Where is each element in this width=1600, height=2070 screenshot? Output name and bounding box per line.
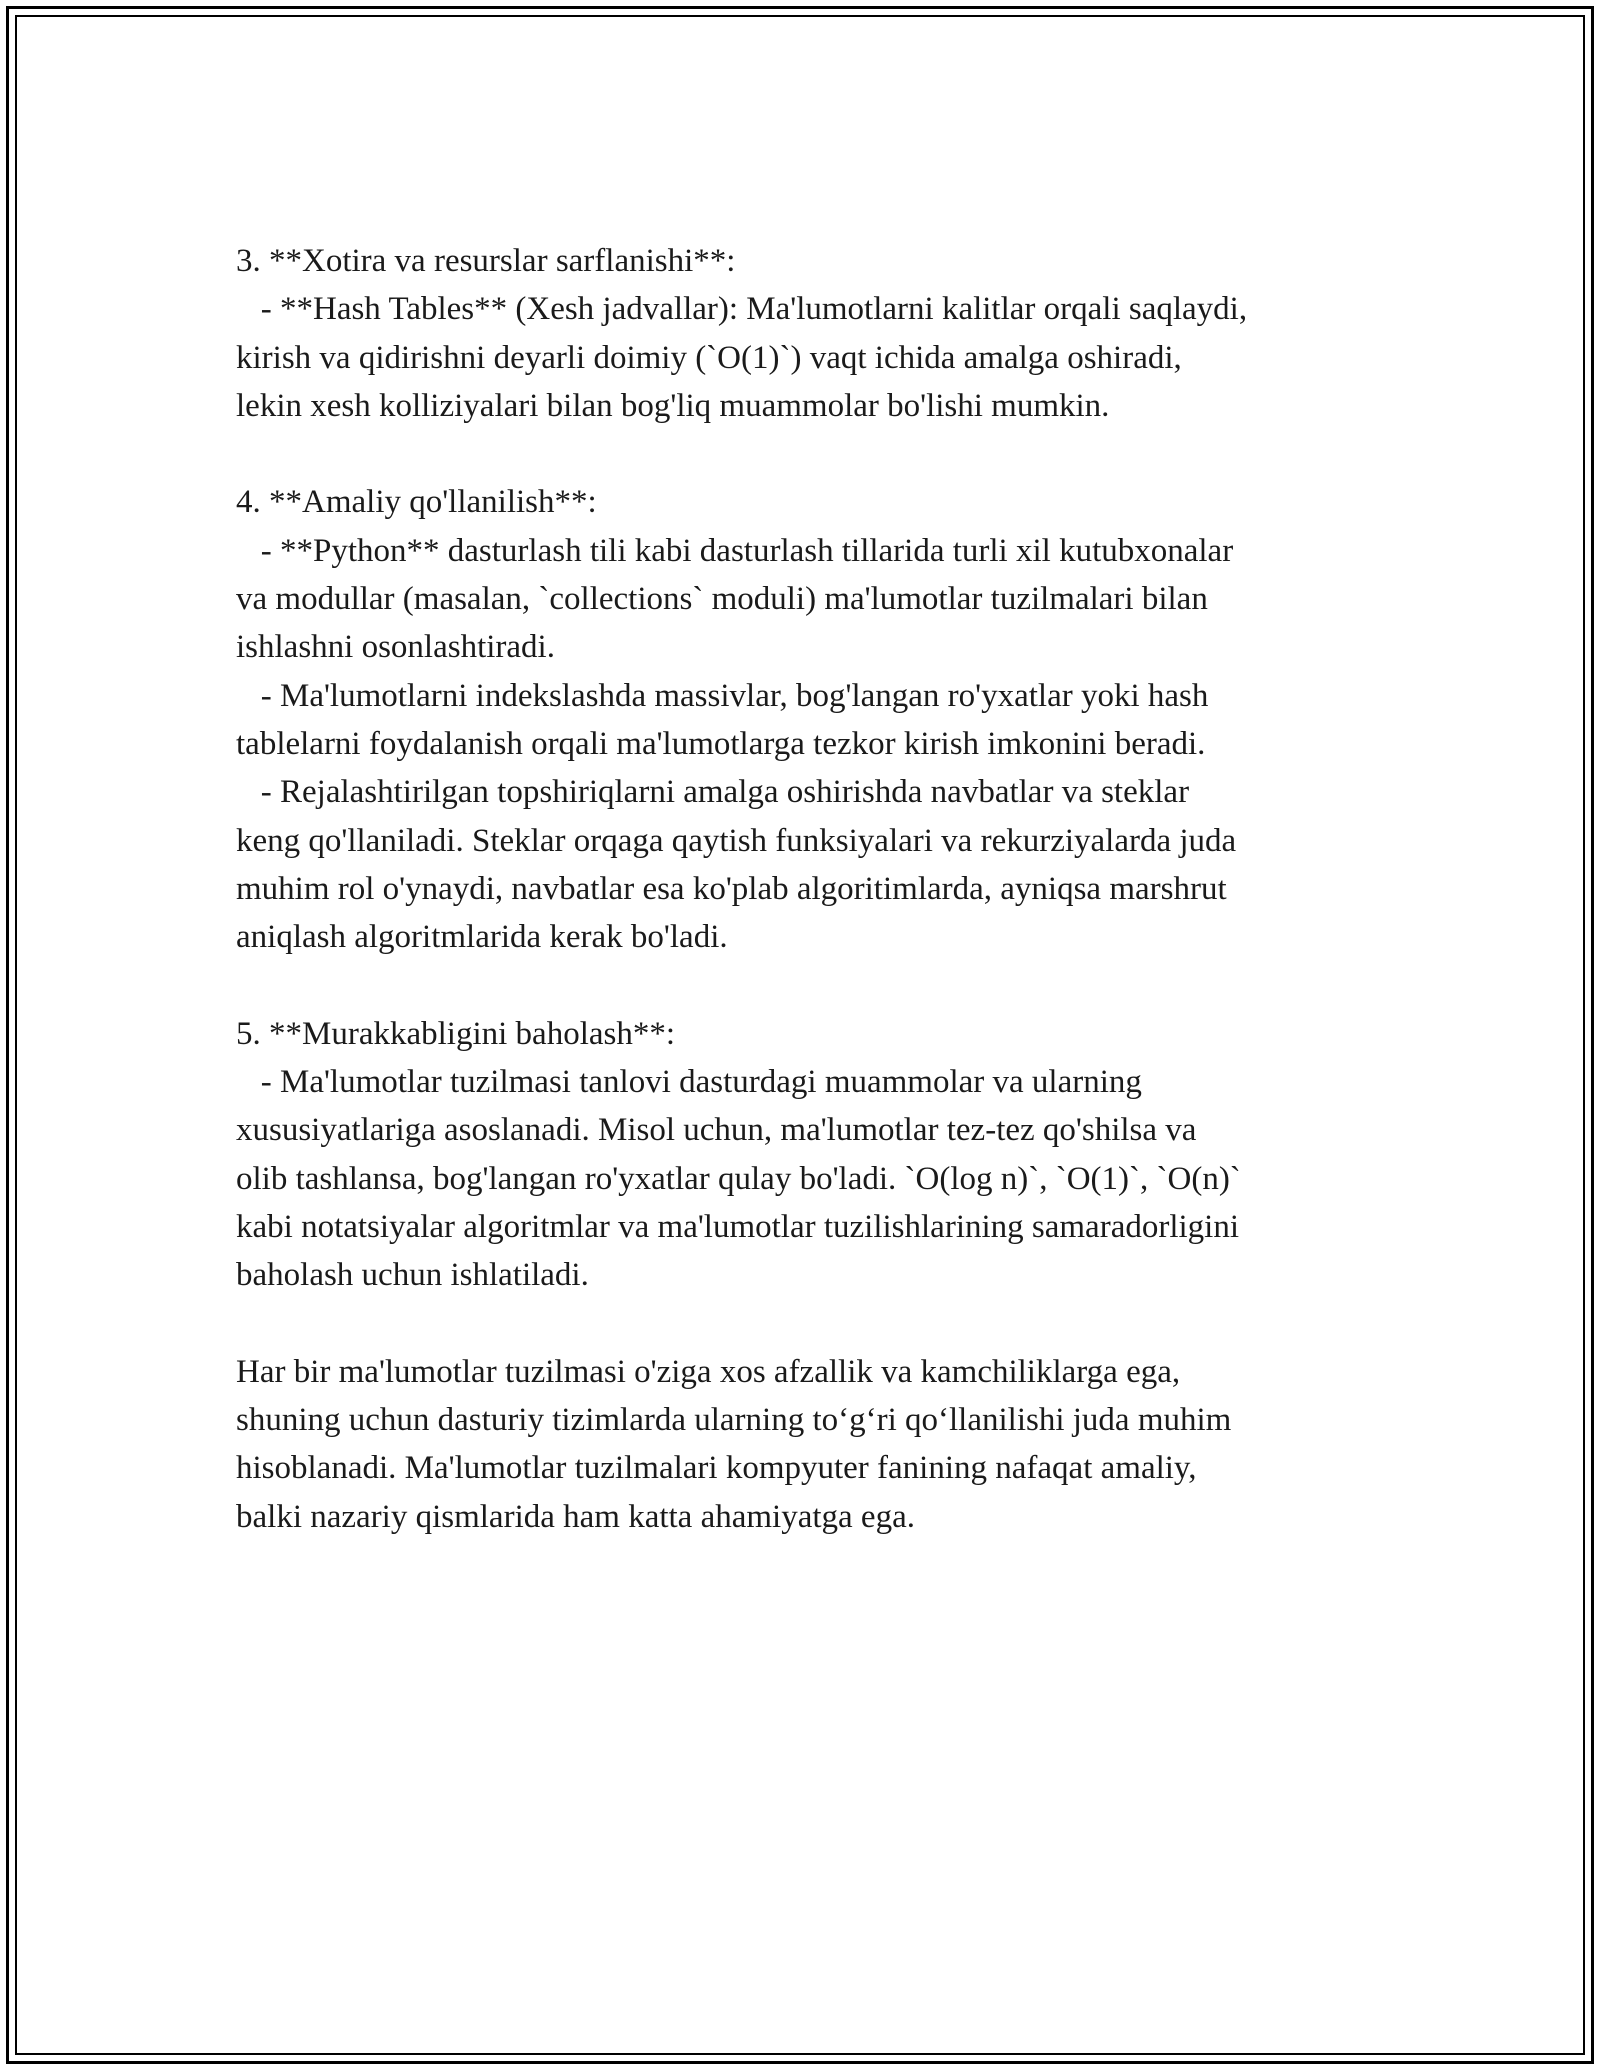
document-body bbox=[236, 237, 1416, 1541]
text-line: aniqlash algoritmlarida kerak bo'ladi. bbox=[236, 919, 728, 956]
text-line: 3. **Xotira va resurslar sarflanishi**: bbox=[236, 243, 736, 279]
text-line: - Ma'lumotlarni indekslashda massivlar, bog'langan ro'yxatlar yoki hash bbox=[236, 677, 1209, 714]
text-line: keng qo'llaniladi. Steklar orqaga qaytish funksiyalari va rekurziyalarda juda bbox=[236, 822, 1237, 859]
text-line: ishlashni osonlashtiradi. bbox=[236, 629, 555, 666]
text-line: balki nazariy qismlarida ham katta ahamiyatga ega. bbox=[236, 1498, 915, 1535]
text-line: shuning uchun dasturiy tizimlarda ularning to‘g‘ri qo‘llanilishi juda muhim bbox=[236, 1402, 1232, 1439]
text-line: 5. **Murakkabligini baholash**: bbox=[236, 1015, 676, 1052]
blank-line bbox=[236, 430, 1416, 478]
text-line: xususiyatlariga asoslanadi. Misol uchun, ma'lumotlar tez-tez qo'shilsa va bbox=[236, 1112, 1197, 1149]
text-line: va modullar (masalan, `collections` moduli) ma'lumotlar tuzilmalari bilan bbox=[236, 581, 1208, 618]
blank-line bbox=[236, 1300, 1416, 1348]
blank-line bbox=[236, 961, 1416, 1009]
text-line: 4. **Amaliy qo'llanilish**: bbox=[236, 484, 597, 521]
text-line: kirish va qidirishni deyarli doimiy (`O(1)`) vaqt ichida amalga oshiradi, bbox=[236, 339, 1182, 376]
text-line: - Rejalashtirilgan topshiriqlarni amalga oshirishda navbatlar va steklar bbox=[236, 774, 1190, 811]
text-line: - **Hash Tables** (Xesh jadvallar): Ma'lumotlarni kalitlar orqali saqlaydi, bbox=[236, 291, 1248, 328]
text-line: olib tashlansa, bog'langan ro'yxatlar qulay bo'ladi. `O(log n)`, `O(1)`, `O(n)` bbox=[236, 1160, 1241, 1197]
text-line: - Ma'lumotlar tuzilmasi tanlovi dasturdagi muammolar va ularning bbox=[236, 1064, 1142, 1101]
text-line: - **Python** dasturlash tili kabi dasturlash tillarida turli xil kutubxonalar bbox=[236, 532, 1234, 569]
text-line: Har bir ma'lumotlar tuzilmasi o'ziga xos afzallik va kamchiliklarga ega, bbox=[236, 1353, 1181, 1390]
text-line: baholash uchun ishlatiladi. bbox=[236, 1257, 589, 1294]
text-line: kabi notatsiyalar algoritmlar va ma'lumotlar tuzilishlarining samaradorligini bbox=[236, 1208, 1240, 1245]
text-line: lekin xesh kolliziyalari bilan bog'liq muammolar bo'lishi mumkin. bbox=[236, 387, 1110, 424]
text-line: tablelarni foydalanish orqali ma'lumotlarga tezkor kirish imkonini beradi. bbox=[236, 725, 1206, 762]
text-line: muhim rol o'ynaydi, navbatlar esa ko'plab algoritimlarda, ayniqsa marshrut bbox=[236, 870, 1227, 907]
text-line: hisoblanadi. Ma'lumotlar tuzilmalari kompyuter fanining nafaqat amaliy, bbox=[236, 1450, 1197, 1487]
